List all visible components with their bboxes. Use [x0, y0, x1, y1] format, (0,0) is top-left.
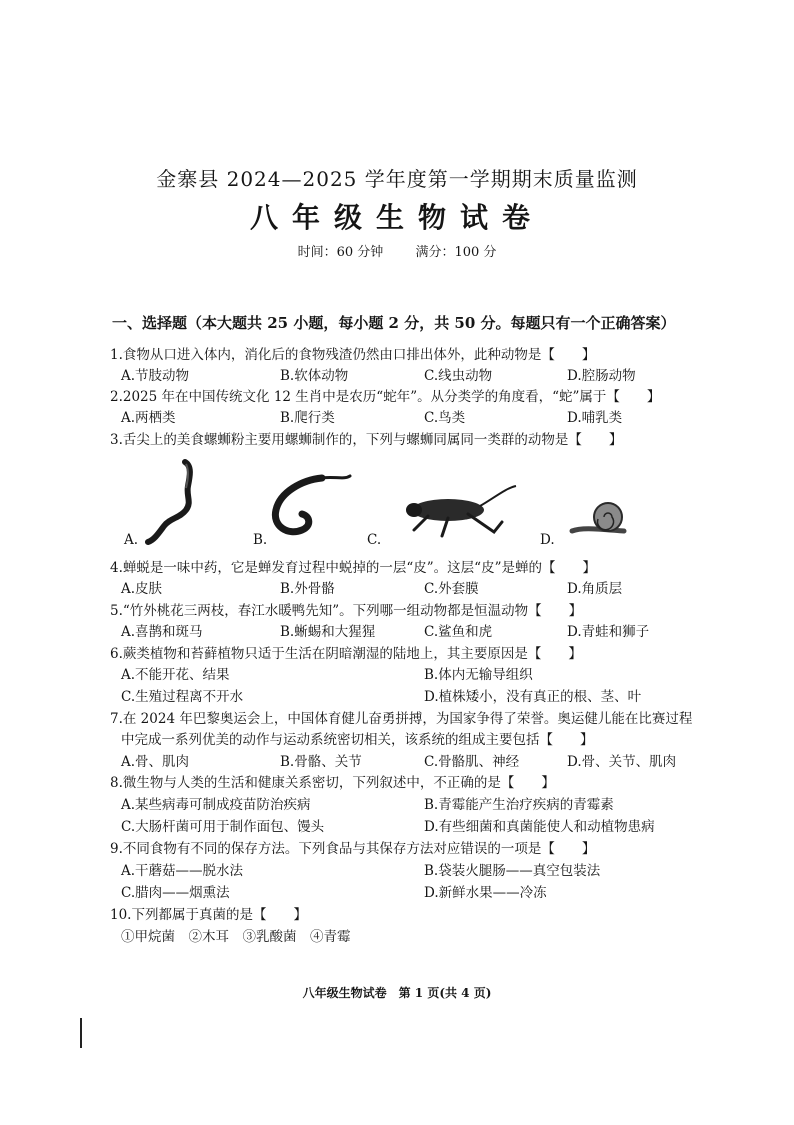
exam-title: 八年级生物试卷 — [249, 201, 544, 234]
q7-option-d: D.骨、关节、肌肉 — [567, 754, 677, 770]
q8-option-c: C.大肠杆菌可用于制作面包、馒头 — [121, 819, 325, 835]
q4-option-b: B.外骨骼 — [280, 581, 335, 597]
q8-option-d: D.有些细菌和真菌能使人和动植物患病 — [424, 819, 655, 835]
q5-option-c: C.鲨鱼和虎 — [424, 624, 493, 640]
earthworm-icon — [140, 456, 210, 546]
snail-icon — [568, 497, 630, 537]
margin-mark — [80, 1018, 82, 1048]
q1-option-c: C.线虫动物 — [424, 368, 493, 384]
q2-option-c: C.鸟类 — [424, 410, 466, 426]
q4-option-c: C.外套膜 — [424, 581, 479, 597]
q9-option-d: D.新鲜水果——冷冻 — [424, 885, 547, 901]
question-7-line-2: 中完成一系列优美的动作与运动系统密切相关，该系统的组成主要包括【 】 — [121, 732, 594, 748]
question-6: 6.蕨类植物和苔藓植物只适于生活在阴暗潮湿的陆地上，其主要原因是【 】 — [110, 646, 582, 662]
q6-option-a: A.不能开花、结果 — [121, 667, 230, 683]
leech-icon — [262, 470, 354, 540]
q5-option-d: D.青蛙和狮子 — [567, 624, 650, 640]
q6-option-d: D.植株矮小，没有真正的根、茎、叶 — [424, 689, 642, 705]
q5-option-b: B.蜥蜴和大猩猩 — [280, 624, 376, 640]
question-10: 10.下列都属于真菌的是【 】 — [110, 907, 307, 923]
question-4: 4.蝉蜕是一味中药，它是蝉发育过程中蜕掉的一层“皮”。这层“皮”是蝉的【 】 — [110, 560, 596, 576]
grasshopper-icon — [398, 482, 520, 540]
q1-option-b: B.软体动物 — [280, 368, 349, 384]
page-footer: 八年级生物试卷 第 1 页(共 4 页) — [302, 986, 492, 1000]
q8-option-b: B.青霉能产生治疗疾病的青霉素 — [424, 797, 614, 813]
exam-subtitle: 金寨县 2024—2025 学年度第一学期期末质量监测 — [156, 167, 638, 191]
q9-option-b: B.袋装火腿肠——真空包装法 — [424, 863, 601, 879]
q10-items: ①甲烷菌 ②木耳 ③乳酸菌 ④青霉 — [121, 929, 351, 945]
question-3: 3.舌尖上的美食螺蛳粉主要用螺蛳制作的，下列与螺蛳同属同一类群的动物是【 】 — [110, 432, 623, 448]
q4-option-a: A.皮肤 — [121, 581, 163, 597]
q3-option-b: B. — [253, 532, 268, 548]
q2-option-b: B.爬行类 — [280, 410, 335, 426]
question-2: 2.2025 年在中国传统文化 12 生肖中是农历“蛇年”。从分类学的角度看，“蛇”属于【 】 — [110, 389, 661, 405]
q4-option-d: D.角质层 — [567, 581, 623, 597]
question-9: 9.不同食物有不同的保存方法。下列食品与其保存方法对应错误的一项是【 】 — [110, 841, 596, 857]
q1-option-a: A.节肢动物 — [121, 368, 190, 384]
q5-option-a: A.喜鹊和斑马 — [121, 624, 203, 640]
q1-option-d: D.腔肠动物 — [567, 368, 636, 384]
question-8: 8.微生物与人类的生活和健康关系密切，下列叙述中，不正确的是【 】 — [110, 775, 555, 791]
section-heading: 一、选择题（本大题共 25 小题，每小题 2 分，共 50 分。每题只有一个正确答案） — [112, 314, 676, 332]
question-5: 5.“竹外桃花三两枝，春江水暖鸭先知”。下列哪一组动物都是恒温动物【 】 — [110, 603, 583, 619]
q8-option-a: A.某些病毒可制成疫苗防治疾病 — [121, 797, 311, 813]
full-score: 满分：100 分 — [415, 245, 497, 260]
q9-option-c: C.腊肉——烟熏法 — [121, 885, 230, 901]
q6-option-c: C.生殖过程离不开水 — [121, 689, 244, 705]
q3-option-c: C. — [367, 532, 382, 548]
q9-option-a: A.干蘑菇——脱水法 — [121, 863, 244, 879]
q2-option-d: D.哺乳类 — [567, 410, 623, 426]
q2-option-a: A.两栖类 — [121, 410, 176, 426]
q7-option-a: A.骨、肌肉 — [121, 754, 190, 770]
question-1: 1.食物从口进入体内，消化后的食物残渣仍然由口排出体外，此种动物是【 】 — [110, 347, 596, 363]
q6-option-b: B.体内无输导组织 — [424, 667, 533, 683]
time-limit: 时间：60 分钟 — [297, 245, 384, 260]
q3-option-d: D. — [540, 532, 555, 548]
q3-option-a: A. — [124, 532, 139, 548]
question-7-line-1: 7.在 2024 年巴黎奥运会上，中国体育健儿奋勇拼搏，为国家争得了荣誉。奥运健儿能在比赛过程 — [110, 711, 693, 727]
exam-meta — [0, 241, 794, 260]
q7-option-c: C.骨骼肌、神经 — [424, 754, 520, 770]
q7-option-b: B.骨骼、关节 — [280, 754, 362, 770]
